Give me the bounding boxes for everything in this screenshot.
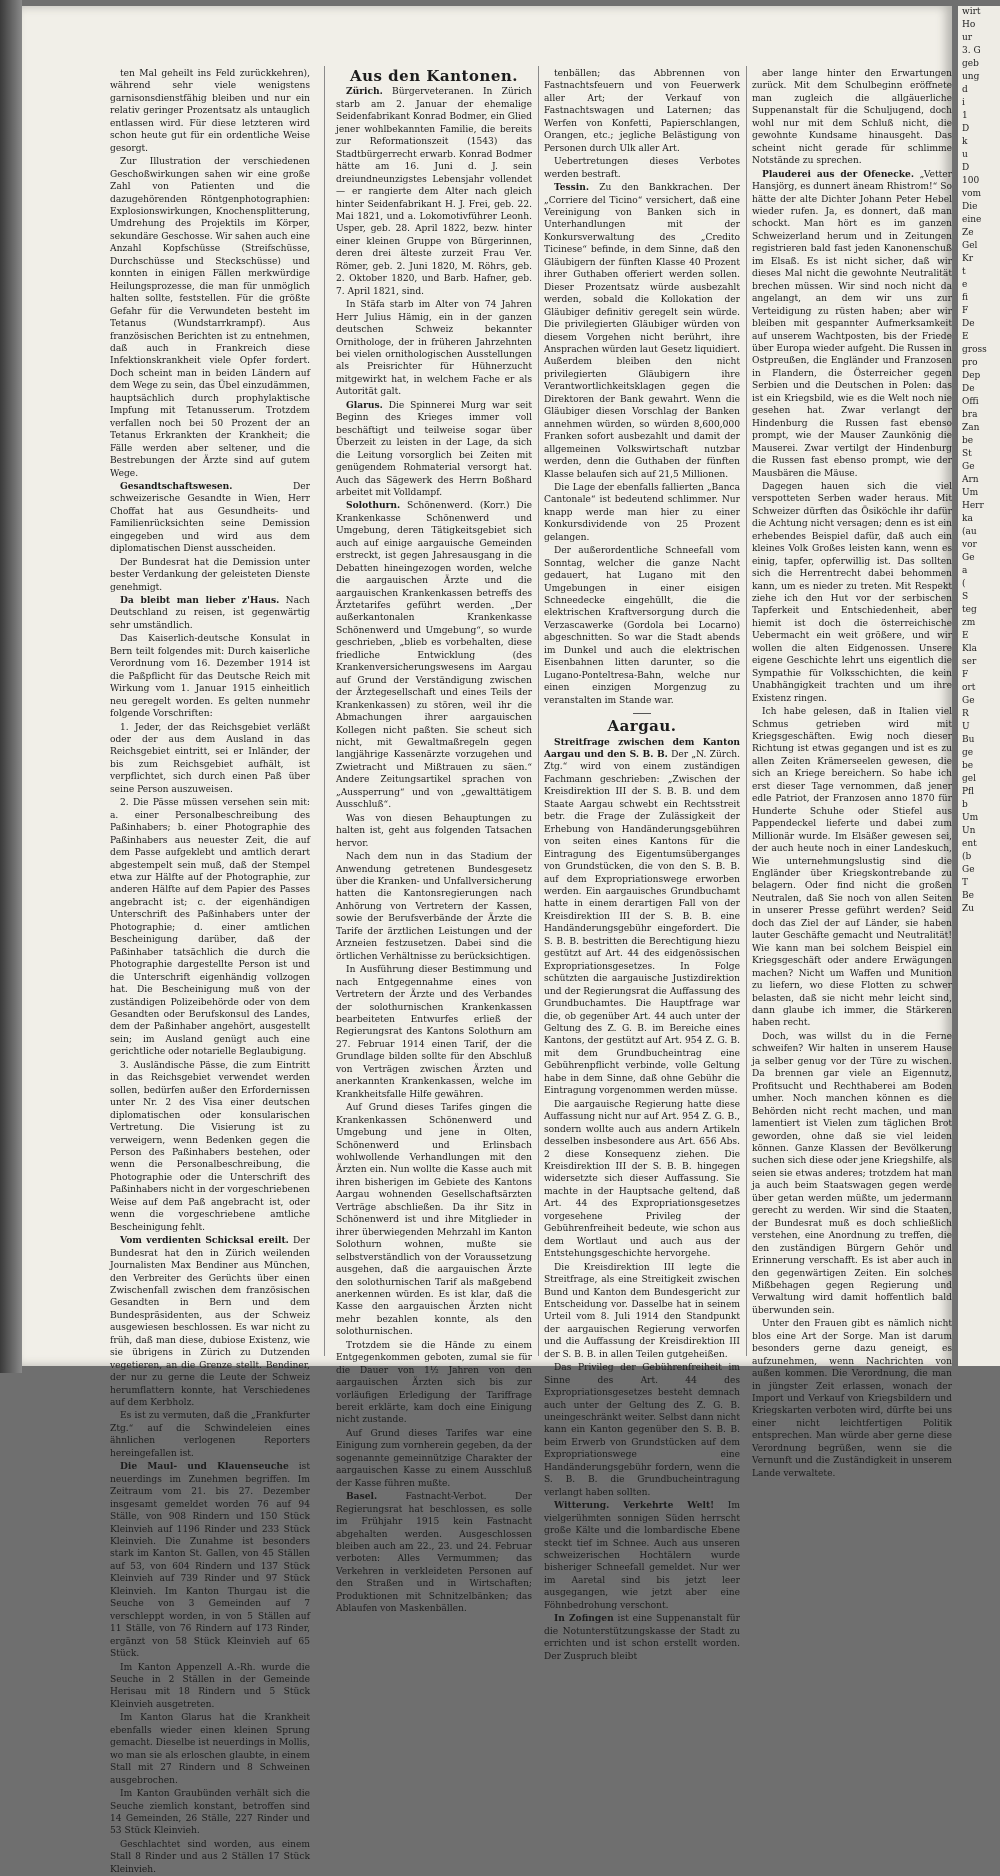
- paragraph: [110, 68, 310, 155]
- paragraph-text: Unter den Frauen gibt es nämlich nicht blos eine Art der Sorge. Man ist darum besonders gerne dazu geneigt, es aufzunehmen, wenn Nachrichten von außen kommen. Die Verordnung, die man in jüngster Zeit erlassen, wonach der Import und Verkauf von Kriegsbildern und Kriegskarten verboten wird, dürfte bei uns einer nicht leichtfertigen Politik entsprechen. Man würde aber gerne diese Verordnung begrüßen, wenn sie die Vernunft und die Zuständigkeit in unserem Lande verwaltete.: [752, 1319, 952, 1479]
- paragraph: [544, 1362, 740, 1499]
- adjacent-text-fragment: Die: [962, 202, 978, 212]
- paragraph: [110, 1788, 310, 1838]
- paragraph: [336, 299, 532, 399]
- paragraph-lead: Plauderei aus der Ofenecke.: [762, 168, 915, 180]
- adjacent-text-fragment: Pfl: [962, 787, 975, 797]
- adjacent-text-fragment: St: [962, 449, 972, 459]
- paragraph: [110, 1235, 310, 1409]
- paragraph-text: Zur Illustration der verschiedenen Geschoßwirkungen sahen wir eine große Zahl von Patienten und die dazugehörenden Röntgenphotographien: Explosionswirkungen, Knochensplitterung, Umdrehung des Projektils im Körper, sekundäre Geschosse. Wir sahen auch eine Anzahl Kopfschüsse (Streifschüsse, Durchschüsse und Steckschüsse) und konnten in einigen Fällen merkwürdige Heilungsprozesse, die man für unmöglich halten sollte, feststellen. Für die größte Gefahr für die Verwundeten besteht im Tetanus (Wundstarrkrampf). Aus französischen Berichten ist zu entnehmen, daß auch in Frankreich diese Infektionskrankheit viele Opfer fordert. Doch scheint man in beiden Ländern auf dem Wege zu sein, das Übel einzudämmen, hauptsächlich durch prophylaktische Impfung mit Tetanusserum. Trotzdem verfallen noch bei 50 Prozent der an Tetanus Erkrankten der Krankheit; die Fälle werden aber seltener, und die Bestrebungen der Ärzte sind auf gutem Wege.: [110, 157, 310, 479]
- adjacent-text-fragment: S: [962, 592, 969, 602]
- paragraph: [110, 1839, 310, 1876]
- paragraph: [752, 1031, 952, 1317]
- paragraph: [110, 633, 310, 720]
- paragraph: [336, 1102, 532, 1339]
- adjacent-text-fragment: u: [962, 150, 968, 160]
- adjacent-text-fragment: (: [962, 579, 966, 589]
- paragraph-text: Die Kreisdirektion III legte die Streitfrage, als eine Streitigkeit zwischen Bund und Kanton dem Bundesgericht zur Entscheidung vor. Dasselbe hat in seinem Urteil vom 8. Juli 1914 den Standpunkt der aargauischen Regierung verworfen und die Auffassung der Kreisdirektion III der S. B. B. in allen Teilen gutgeheißen.: [544, 1262, 740, 1360]
- paragraph-text: „Vetter Hansjörg, es dunnert äneam Rhistrom!“ So hätte der alte Dichter Johann Peter Hebel wieder rufen. Ja, es donnert, daß man schockt. Man hört es im ganzen Schweizerland herum und in Zeitungen registrieren bald fast jeden Kanonenschuß im Elsaß. Es ist nicht sicher, daß wir dieses Mal nicht die gewohnte Neutralität brechen müssen. Wir sind noch nicht da angelangt, an dem wir uns zur Verteidigung zu rüsten haben; aber wir bleiben mit gespannter Aufmerksamkeit auf unserem Wachtposten, bis der Friede über Europa wieder aufgeht. Die Russen in Ostpreußen, die Engländer und Franzosen in Flandern, die Österreicher gegen Serbien und die Deutschen in Polen: das ist ein Kriegsbild, wie es die Welt noch nie gesehen hat. Zwar verlangt der Hindenburg die Russen fast ebenso prompt, wie der Mauser Zaunkönig die Mauserei. Zwar vertilgt der Hindenburg die Russen fast ebenso prompt, wie der Mausbären die Mäuse.: [752, 169, 952, 479]
- paragraph-text: Im Kanton Appenzell A.-Rh. wurde die Seuche in 2 Ställen in der Gemeinde Herisau mit 18 Rindern und 5 Stück Kleinvieh ausgetreten.: [110, 1662, 310, 1710]
- paragraph: [544, 182, 740, 481]
- adjacent-text-fragment: E: [962, 332, 969, 342]
- adjacent-text-fragment: vor: [962, 540, 977, 550]
- adjacent-text-fragment: ser: [962, 657, 977, 667]
- paragraph-text: Was von diesen Behauptungen zu halten ist, geht aus folgenden Tatsachen hervor.: [336, 813, 532, 849]
- adjacent-text-fragment: teg: [962, 605, 977, 615]
- paragraph-text: Im Kanton Glarus hat die Krankheit ebenfalls wieder einen kleinen Sprung gemacht. Dieselbe ist neuerdings in Mollis, wo man sie als erloschen glaubte, in einem Stall mit 27 Rindern und 8 Schweinen ausgebrochen.: [110, 1713, 310, 1786]
- adjacent-text-fragment: Gel: [962, 241, 978, 251]
- adjacent-text-fragment: Ge: [962, 462, 975, 472]
- paragraph-text: 2. Die Pässe müssen versehen sein mit: a. einer Personalbeschreibung des Paßinhabers; b. einer Photographie des Paßinhabers aus neuester Zeit, die auf dem Passe aufgeklebt und amtlich derart abgestempelt sein muß, daß der Stempel etwa zur Hälfte auf der Photographie, zur anderen Hälfte auf dem Papier des Passes angebracht ist; c. der eigenhändigen Unterschrift des Paßinhabers unter der Photographie; d. einer amtlichen Bescheinigung darüber, daß der Paßinhaber tatsächlich die durch die Photographie dargestellte Person ist und die Unterschrift eigenhändig vollzogen hat. Die Bescheinigung muß von der zuständigen Polizeibehörde oder von dem Gesandten oder Berufskonsul des Landes, dem der Paßinhaber angehört, ausgestellt sein; im Ausland genügt auch eine gerichtliche oder notarielle Beglaubigung.: [110, 798, 310, 1058]
- paragraph: [544, 482, 740, 544]
- paragraph: [336, 1491, 532, 1616]
- adjacent-text-fragment: Ze: [962, 228, 974, 238]
- paragraph: [752, 169, 952, 480]
- paragraph: [544, 1262, 740, 1362]
- paragraph: [336, 1340, 532, 1427]
- adjacent-text-fragment: 3. G: [962, 46, 981, 56]
- adjacent-text-fragment: Um: [962, 813, 979, 823]
- adjacent-text-fragment: wirt: [962, 7, 981, 17]
- adjacent-text-fragment: ent: [962, 839, 977, 849]
- paragraph: [752, 1318, 952, 1480]
- paragraph-text: Im Kanton Graubünden verhält sich die Seuche ziemlich konstant, betroffen sind 14 Gemeinden, 26 Ställe, 227 Rinder und 53 Stück Kleinvieh.: [110, 1789, 310, 1837]
- paragraph: [110, 1410, 310, 1460]
- adjacent-text-fragment: Ge: [962, 696, 975, 706]
- paragraph: [110, 557, 310, 594]
- section-heading-aargau: Aargau.: [607, 717, 677, 736]
- adjacent-text-fragment: k: [962, 137, 968, 147]
- adjacent-text-fragment: d: [962, 85, 968, 95]
- paragraph-lead: Vom verdienten Schicksal ereilt.: [120, 1235, 289, 1247]
- paragraph-text: tenbällen; das Abbrennen von Fastnachtsfeuern und von Feuerwerk aller Art; der Verkauf von Fastnachtswagen und Laternen; das Werfen von Konfetti, Papierschlangen, Orangen, etc.; jegliche Belästigung von Personen durch Ulk aller Art.: [544, 69, 740, 154]
- paragraph-text: ist eine Suppenanstalt für die Notunterstützungskasse der Stadt zu errichten und ist schon erstellt worden. Der Zuspruch bleibt: [544, 1614, 740, 1662]
- adjacent-text-fragment: F: [962, 670, 969, 680]
- column-rule: [746, 66, 747, 1356]
- adjacent-text-fragment: a: [962, 566, 968, 576]
- paragraph-text: aber lange hinter den Erwartungen zurück. Mit dem Schulbeginn eröffnete man zugleich die allgäuerliche Suppenanstalt für die Schuljugend, doch wohl nur mit dem Schluß nicht, die gewohnte Kundsame hinausgeht. Das scheint nicht gerade für schlimme Notstände zu sprechen.: [752, 69, 952, 167]
- paragraph: [110, 1060, 310, 1234]
- paragraph: [752, 706, 952, 1030]
- adjacent-text-fragment: ort: [962, 683, 976, 693]
- paragraph-text: Ich habe gelesen, daß in Italien viel Schmus getrieben wird mit Kriegsgeschäften. Ewig noch dieser Richtung ist etwas gegangen und ist es zu allen Zeiten Krämerseelen gewesen, die sich an Kriege bereichern. So habe ich erst dieser Tage vernommen, daß jener edle Patriot, der Franzosen anno 1870 für Hunderte Schuhe oder Stiefel aus Pappendeckel lieferte und dabei zum Millionär wurde. Im Elsäßer gewesen sei, der auch heute noch in einer Landeskuch, Wie unternehmungslustig sind die Engländer über Kriegskontrebande zu belagern. Oder find nicht die großen Neutralen, daß Sie noch von allen Seiten in unserer Presse geführt werden? Seid doch das Ziel der auf Länder, sie haben lauter Geschäfte gemacht und Neutralität! Wie kann man bei solchem Beispiel ein Kriegsgeschäft oder andere Erwägungen machen? Nicht um Waffen und Munition zu liefern, wo diese Flotten zu schwer belasten, daß sie nicht mehr leicht sind, dann glaube ich immer, die Stärkeren haben recht.: [752, 707, 952, 1029]
- paragraph-lead: Tessin.: [554, 182, 589, 194]
- paragraph: [110, 1461, 310, 1660]
- paragraph: [752, 68, 952, 168]
- adjacent-text-fragment: Dep: [962, 371, 981, 381]
- paragraph-text: Es ist zu vermuten, daß die „Frankfurter Ztg.“ auf die Schwindeleien eines ähnlichen verlogenen Reporters hereingefallen ist.: [110, 1411, 310, 1459]
- paragraph-text: Auf Grund dieses Tarifes gingen die Krankenkassen Schönenwerd und Umgebung und jene in Olten, Schönenwerd und Erlinsbach wohlwollende Verhandlungen mit den Ärzten ein. Nun wollte die Kasse auch mit ihren bisherigen im Gebiete des Kantons Aargau wohnenden Gesellschaftsärzten Verträge abschließen. Da ihr Sitz in Schönenwerd ist und ihre Mitglieder in ihrer überwiegenden Mehrzahl im Kanton Solothurn wohnen, mußte sie selbstverständlich von der Voraussetzung ausgehen, daß die aargauischen Ärzte den solothurnischen Tarif als maßgebend anerkennen würden. Es ist klar, daß die Kasse den aargauischen Ärzten nicht mehr bezahlen konnte, als den solothurnischen.: [336, 1103, 532, 1338]
- adjacent-text-fragment: gross: [962, 345, 987, 355]
- paragraph-text: Im vielgerühmten sonnigen Süden herrscht große Kälte und die lombardische Ebene steckt tief im Schnee. Auch aus unseren schweizerischen Hochtälern wurde bisheriger Schneefall gemeldet. Nur wer im Aaretal sind bis jetzt leer ausgegangen, wie jetzt aber eine Föhnbedrohung verschont.: [544, 1501, 740, 1611]
- paragraph-lead: Gesandtschaftswesen.: [120, 480, 233, 492]
- paragraph-text: Der außerordentliche Schneefall vom Sonntag, welcher die ganze Nacht gedauert, hat Lugano mit den Umgebungen in einer eisigen Schneedecke eingehüllt, die die elektrischen Kraftversorgung durch die Verzascawerke (Gordola bei Locarno) abgeschnitten. So war die Stadt abends im Dunkel und auch die elektrischen Eisenbahnen litten darunter, so die Lugano-Ponteltresa-Bahn, welche nur einen einzigen Morgenzug zu veranstalten im Stande war.: [544, 546, 740, 706]
- column-rule: [538, 66, 539, 1356]
- paragraph-lead: Solothurn.: [346, 500, 401, 512]
- paragraph-lead: In Zofingen: [554, 1613, 614, 1625]
- adjacent-text-fragment: (au: [962, 527, 977, 537]
- paragraph: [336, 964, 532, 1101]
- paragraph: [336, 86, 532, 298]
- paragraph-lead: Zürich.: [346, 86, 383, 98]
- scan-binding-edge: [0, 0, 22, 1373]
- adjacent-text-fragment: be: [962, 761, 974, 771]
- paragraph: [110, 595, 310, 632]
- adjacent-text-fragment: Zan: [962, 423, 980, 433]
- paragraph-text: Nach Deutschland zu reisen, ist gegenwärtig sehr umständlich.: [110, 596, 310, 631]
- adjacent-text-fragment: Ge: [962, 553, 975, 563]
- paragraph: [544, 1500, 740, 1612]
- paragraph-lead: Da bleibt man lieber z'Haus.: [120, 595, 280, 607]
- adjacent-text-fragment: gel: [962, 774, 976, 784]
- paragraph-text: ten Mal geheilt ins Feld zurückkehren), während sehr viele wenigstens garnisonsdienstfähig bleiben und nur ein relativ geringer Prozentsatz als untauglich entlassen wird. Für diese letzteren wird schon heute gut für ein ordentliche Weise gesorgt.: [110, 69, 310, 154]
- adjacent-text-fragment: ung: [962, 72, 980, 82]
- paragraph-text: Der „N. Zürch. Ztg.“ wird von einem zuständigen Fachmann geschrieben: „Zwischen der Kreisdirektion III der S. B. B. und dem Staate Aargau schwebt ein Rechtsstreit betr. die Frage der Zulässigkeit der Erhebung von Handänderungsgebühren von seiten eines Kantons für die Eintragung des Eigentumsüberganges von Grundstücken, die von den S. B. B. auf dem Expropriationswege erworben werden. Ein aargauisches Grundbuchamt hatte in einem derartigen Fall von der Kreisdirektion III der S. B. B. eine Handänderungsgebühr eingefordert. Die S. B. B. bestritten die Berechtigung hiezu gestützt auf Art. 44 des eidgenössischen Expropriationsgesetzes. In Folge schützten die aargauische Justizdirektion und der Regierungsrat die Auffassung des Grundbuchamtes. Die Hauptfrage war die, ob gegenüber Art. 44 auch unter der Geltung des Z. G. B. im Bereiche eines Kantons, der gestützt auf Art. 954 Z. G. B. mit dem Grundbucheintrag eine Gebührenpflicht verbinde, volle Geltung habe in dem Sinne, daß ohne Gebühr die Eintragung vorgenommen werden müsse.: [544, 750, 740, 1097]
- adjacent-text-fragment: U: [962, 722, 970, 732]
- paragraph-text: Die Spinnerei Murg war seit Beginn des Krieges immer voll beschäftigt und teilweise sogar über Überzeit zu leisten in der Lage, da sich die Leitung vorsorglich bei Zeiten mit genügendem Rohmaterial versorgt hat. Auch das Sägewerk des Herrn Boßhard arbeitet mit Volldampf.: [336, 400, 532, 498]
- adjacent-text-fragment: eine: [962, 215, 982, 225]
- column-2-body: [336, 86, 532, 1615]
- paragraph: [544, 1099, 740, 1261]
- paragraph-text: Die aargauische Regierung hatte diese Auffassung nicht nur auf Art. 954 Z. G. B., sondern wollte auch aus andern Artikeln desselben insbesondere aus Art. 656 Abs. 2 diese Konsequenz ziehen. Die Kreisdirektion III der S. B. B. hingegen widersetzte sich dieser Auffassung. Sie machte in der Hauptsache geltend, daß Art. 44 des Expropriationsgesetzes vorgesehene Privileg der Gebührenfreiheit bedeute, wie schon aus dem Wortlaut und auch aus der Entstehungsgeschichte hervorgehe.: [544, 1099, 740, 1260]
- adjacent-text-fragment: Um: [962, 488, 979, 498]
- adjacent-text-fragment: Arn: [962, 475, 979, 485]
- adjacent-text-fragment: Offi: [962, 397, 979, 407]
- paragraph: [110, 1712, 310, 1787]
- column-1: [110, 68, 311, 1875]
- adjacent-text-fragment: zm: [962, 618, 976, 628]
- paragraph-text: Nach dem nun in das Stadium der Anwendung getretenen Bundesgesetz über die Kranken- und Unfallversicherung hatten die Kantonsregierungen nach Anhörung von Vertretern der Kassen, sowie der Berufsverbände der Ärzte die Tarife der ärztlichen Leistungen und der Arzneien festzusetzen. Dabei sind die örtlichen Verhältnisse zu berücksichtigen.: [336, 852, 532, 962]
- adjacent-text-fragment: Bu: [962, 735, 975, 745]
- paragraph-text: Der schweizerische Gesandte in Wien, Herr Choffat hat aus Gesundheits- und Familienrücksichten seine Demission eingegeben und wird aus dem diplomatischen Dienst ausscheiden.: [110, 481, 310, 555]
- adjacent-text-fragment: ur: [962, 33, 973, 43]
- adjacent-text-fragment: D: [962, 163, 970, 173]
- paragraph: [110, 156, 310, 480]
- paragraph-text: Auf Grund dieses Tarifes war eine Einigung zum vornherein gegeben, da der sogenannte gemeinnützige Charakter der aargauischen Kasse zu einem Ausschluß der Kasse führen mußte.: [336, 1428, 532, 1489]
- paragraph: [110, 1662, 310, 1712]
- paragraph: [752, 481, 952, 705]
- adjacent-text-fragment: T: [962, 878, 969, 888]
- adjacent-text-fragment: Kr: [962, 254, 974, 264]
- paragraph: [544, 1613, 740, 1663]
- column-4: [752, 68, 952, 1479]
- adjacent-text-fragment: R: [962, 709, 969, 719]
- adjacent-text-fragment: i: [962, 98, 965, 108]
- paragraph-lead: Glarus.: [346, 399, 383, 411]
- paragraph: [544, 68, 740, 155]
- adjacent-text-fragment: F: [962, 306, 969, 316]
- paragraph-text: Bürgerveteranen. In Zürich starb am 2. Januar der ehemalige Seidenfabrikant Konrad Bodmer, ein Glied jener wohlbekannten Familie, die bereits zur Reformationszeit (1543) das Stadtbürgerrecht erwarb. Konrad Bodmer hätte am 16. Juni d. J. sein dreiundneunzigstes Lebensjahr vollendet — er rangierte dem Alter nach gleich hinter Seidenfabrikant H. J. Frei, geb. 22. Mai 1821, und a. Lokomotivführer Leonh. Usper, geb. 28. April 1822, bezw. hinter einer kleinen Gruppe von Bürgerinnen, deren drei älteste zurzeit Frau Ver. Römer, geb. 2. Juni 1820, M. Röhrs, geb. 2. Oktober 1820, und Barb. Hafner, geb. 7. April 1821, sind.: [336, 87, 532, 297]
- paragraph-text: Das Privileg der Gebührenfreiheit im Sinne des Art. 44 des Expropriationsgesetzes besteht demnach auch unter der Geltung des Z. G. B. uneingeschränkt weiter. Selbst dann nicht kann ein Kanton gegenüber den S. B. B. beim Erwerb von Grundstücken auf dem Expropriationswege eine Handänderungsgebühr fordern, wenn die S. B. B. die Grundbucheintragung verlangt haben sollten.: [544, 1363, 740, 1498]
- paragraph-text: Der Bundesrat hat den in Zürich weilenden Journalisten Max Bendiner aus München, den Verbreiter des Gerüchts über einen Zwischenfall zwischen dem französischen Gesandten in Bern und dem Bundespräsidenten, aus der Schweiz ausgewiesen beschlossen. Es war nicht zu früh, daß man diese, dubiose Existenz, wie sie übrigens in Zürich zu Dutzenden vegetieren, an die Grenze stellt. Bendiner, der nur zu gerne die Leute der Schweiz herumflattern konnte, hat Verschiedenes auf dem Kerbholz.: [110, 1236, 310, 1409]
- adjacent-text-fragment: bra: [962, 410, 978, 420]
- paragraph-text: 1. Jeder, der das Reichsgebiet verläßt oder der aus dem Ausland in das Reichsgebiet eintritt, sei er Inländer, der bis zum Reichsgebiet aufhält, ist verpflichtet, sich durch einen Paß über seine Person auszuweisen.: [110, 722, 310, 795]
- paragraph: [336, 1428, 532, 1490]
- paragraph: [544, 737, 740, 1098]
- paragraph-text: 3. Ausländische Pässe, die zum Eintritt in das Reichsgebiet verwendet werden sollen, bedürfen außer den Erfordernissen unter Nr. 2 des Visa einer deutschen diplomatischen oder konsularischen Vertretung. Die Visierung ist zu verweigern, wenn Bedenken gegen die Person des Paßinhabers bestehen, oder wenn die Personalbeschreibung, die Photographie oder die Unterschrift des Paßinhabers nicht in der vorgeschriebenen Weise auf dem Paß angebracht ist, oder wenn die vorgeschriebene amtliche Bescheinigung fehlt.: [110, 1060, 310, 1233]
- paragraph-text: Das Kaiserlich-deutsche Konsulat in Bern teilt folgendes mit: Durch kaiserliche Verordnung vom 16. Dezember 1914 ist die Paßpflicht für das Deutsche Reich mit Wirkung vom 1. Januar 1915 einheitlich neu geregelt worden. Es gelten nunmehr folgende Vorschriften:: [110, 634, 310, 720]
- paragraph-text: In Ausführung dieser Bestimmung und nach Entgegennahme eines von Vertretern der Ärzte und des Verbandes der solothurnischen Krankenkassen bearbeiteten Entwurfes erließ der Regierungsrat des Kantons Solothurn am 27. Februar 1914 einen Tarif, der die Grundlage bilden sollte für den Abschluß von Verträgen zwischen Ärzten und anerkannten Krankenkassen, welche im Krankheitsfalle Hilfe gewähren.: [336, 965, 532, 1100]
- paragraph: [336, 813, 532, 850]
- paragraph: [336, 851, 532, 963]
- paragraph-text: In Stäfa starb im Alter von 74 Jahren Herr Julius Hämig, ein in der ganzen deutschen Schweiz bekannter Ornithologe, der in früheren Jahrzehnten bei vielen ornithologischen Ausstellungen als Preisrichter für Hühnerzucht mitgewirkt hat, in welchem Fache er als Autorität galt.: [336, 300, 532, 398]
- paragraph-lead: Die Maul- und Klauenseuche: [120, 1461, 289, 1473]
- adjacent-text-fragment: D: [962, 124, 970, 134]
- paragraph: [110, 481, 310, 556]
- column-3-top: [544, 68, 740, 707]
- paragraph-text: Schönenwerd. (Korr.) Die Krankenkasse Schönenwerd und Umgebung, deren Tätigkeitsgebiet sich auch auf einige aargauische Gemeinden erstreckt, ist gegen Jahresausgang in die Debatten hineingezogen worden, welche die aargauischen Ärzte und die aargauischen Krankenkassen betreffs des Ärztetarifes geführt werden. „Der außerkantonalen Krankenkasse Schönenwerd und Umgebung“, so wurde geschrieben, „blieb es vorbehalten, diese friedliche Entwicklung (des Krankenversicherungswesens im Aargau auf Grund der Verständigung zwischen der Ärztegesellschaft und eines Teils der Krankenkassen) zu stören, weil ihr die Abmachungen ihrer aargauischen Kollegen nicht paßten. Sie scheut sich nicht, mit Gewaltmaßregeln gegen langjährige Kassenärzte vorzugehen und Zwietracht und Mißtrauen zu säen.“ Andere Zeitungsartikel sprachen von „Aussperrung“ und von „gewalttätigem Ausschluß“.: [336, 501, 532, 811]
- paragraph-text: Trotzdem sie die Hände zu einem Entgegenkommen geboten, zumal sie für die Dauer von 1½ Jahren von den aargauischen Ärzten sich bis zur vorläufigen Erledigung der Tariffrage bereit erklärte, kam doch eine Einigung nicht zustande.: [336, 1340, 532, 1426]
- section-heading-cantons: Aus den Kantonen.: [349, 67, 519, 85]
- adjacent-text-fragment: e: [962, 280, 968, 290]
- paragraph-text: ist neuerdings im Zunehmen begriffen. Im Zeitraum vom 21. bis 27. Dezember insgesamt gemeldet worden 76 auf 94 Ställe, von 908 Rindern und 150 Stück Kleinvieh auf 1196 Rinder und 233 Stück Kleinvieh. Die Zunahme ist besonders stark im Kanton St. Gallen, von 45 Ställen auf 53, von 604 Rindern und 137 Stück Kleinvieh auf 739 Rinder und 97 Stück Kleinvieh. Im Kanton Thurgau ist die Seuche von 3 Gemeinden auf 7 verschleppt worden, in von 5 Ställen auf 11 Ställe, von 76 Rindern auf 173 Rinder, ergänzt von 58 Stück Kleinvieh auf 65 Stück.: [110, 1462, 311, 1660]
- adjacent-text-fragment: Ho: [962, 20, 976, 30]
- adjacent-text-fragment: Herr: [962, 501, 984, 511]
- paragraph-text: Fastnacht-Verbot. Der Regierungsrat hat beschlossen, es solle im Frühjahr 1915 kein Fastnacht abgehalten werden. Ausgeschlossen bleiben auch am 22., 23. und 24. Februar verboten: Alles Vermummen; das Verkehren in verkleideten Personen auf den Straßen und in Wirtschaften; Produktionen mit Schnitzelbänken; das Ablaufen von Maskenbällen.: [336, 1492, 532, 1615]
- adjacent-text-fragment: pro: [962, 358, 978, 368]
- adjacent-text-fragment: Zu: [962, 904, 975, 914]
- adjacent-text-fragment: vom: [962, 189, 982, 199]
- paragraph: [110, 797, 310, 1059]
- adjacent-page-fragment: [958, 6, 1000, 1366]
- adjacent-text-fragment: be: [962, 436, 974, 446]
- adjacent-text-fragment: 100: [962, 176, 980, 186]
- article-end-rule: [633, 713, 651, 714]
- adjacent-text-fragment: Be: [962, 891, 974, 901]
- paragraph: [544, 156, 740, 181]
- adjacent-text-fragment: (b: [962, 852, 972, 862]
- adjacent-text-fragment: t: [962, 267, 966, 277]
- adjacent-text-fragment: 1: [962, 111, 968, 121]
- adjacent-text-fragment: b: [962, 800, 968, 810]
- column-rule: [324, 66, 325, 1356]
- newspaper-page: [22, 6, 952, 1875]
- paragraph-text: Der Bundesrat hat die Demission unter bester Verdankung der geleisteten Dienste genehmigt.: [110, 557, 310, 593]
- adjacent-text-fragment: ka: [962, 514, 973, 524]
- paragraph-text: Die Lage der ebenfalls fallierten „Banca Cantonale“ ist bedeutend schlimmer. Nur knapp werde man hier zu einer Konkursdividende von 25 Prozent gelangen.: [544, 482, 740, 543]
- paragraph: [336, 400, 532, 500]
- paragraph-text: Uebertretungen dieses Verbotes werden bestraft.: [544, 157, 740, 180]
- paragraph: [110, 722, 310, 797]
- paragraph-text: Dagegen hauen sich die viel verspotteten Serben wader heraus. Mit Schweizer dürften das Ösiköchle ihr dafür die Achtung nicht versagen; denn es ist ein erhebendes Beispiel dafür, daß auch ein kleines Volk Großes leisten kann, wenn es einig, tapfer, opferwillig ist. Das sollten sich die Herrentrecht dabei behommen kann, um es nieder zu treten. Mit Respekt ziehe ich den Hut vor der serbischen Tapferkeit und Entschiedenheit, aber hiemit ist doch die österreichische Uebermacht ein weit größere, und wir wollen die alten Eidgenossen. Unsere eigene Geschichte lehrt uns eigentlich die Sympathie für Volksschichten, die kein Unabhängigkeit trachten und um ihre Existenz ringen.: [752, 481, 952, 704]
- paragraph-lead: Witterung. Verkehrte Welt!: [554, 1500, 715, 1512]
- adjacent-text-fragment: Un: [962, 826, 976, 836]
- adjacent-text-fragment: geb: [962, 59, 979, 69]
- adjacent-text-fragment: E: [962, 631, 969, 641]
- paragraph-text: Zu den Bankkrachen. Der „Corriere del Ticino“ versichert, daß eine Vereinigung von Banken sich in Unterhandlungen mit der Konkursverwaltung des „Credito Ticinese“ befinde, in dem Sinne, daß den Gläubigern der fünften Klasse 40 Prozent ihrer Guthaben offeriert werden sollen. Dieser Prozentsatz würde ausbezahlt werden, sobald die Kollokation der Gläubiger definitiv geregelt sein würde. Die privilegierten Gläubiger würden von diesem Vorgehen nicht berührt, ihre Ansprachen würden laut Gesetz liquidiert. Außerdem bleiben den nicht privilegierten Gläubigern ihre Verantwortlichkeitsklagen gegen die Direktoren der Bank gewahrt. Wenn die Gläubiger diesen Vorschlag der Banken annehmen würden, so würden 8,600,000 Franken sofort ausbezahlt und damit der allgemeinen Volkswirtschaft nutzbar werden, denn die Guthaben der fünften Klasse belaufen sich auf 21,5 Millionen.: [544, 183, 740, 480]
- adjacent-text-fragment: Ge: [962, 865, 975, 875]
- paragraph: [544, 545, 740, 707]
- adjacent-text-fragment: Kla: [962, 644, 977, 654]
- adjacent-text-fragment: ge: [962, 748, 974, 758]
- column-3: [544, 68, 740, 1662]
- paragraph-text: Geschlachtet sind worden, aus einem Stall 8 Rinder und aus 2 Ställen 17 Stück Kleinvieh.: [110, 1839, 310, 1875]
- column-2: [336, 67, 532, 1615]
- paragraph: [336, 500, 532, 811]
- paragraph-lead: Basel.: [346, 1491, 378, 1503]
- column-3-body: [544, 737, 740, 1664]
- paragraph-lead: Streitfrage zwischen dem Kanton Aargau und den S. B. B.: [544, 736, 740, 761]
- paragraph-text: Doch, was willst du in die Ferne schweifen? Wir halten in unserem Hause ja selber genug vor der Türe zu wischen. Da brennen gar viele an Eigennutz, Profitsucht und Rechthaberei am Boden umher. Noch manchen können es die Behörden nicht recht machen, und man lamentiert ist Vielen zum täglichen Brot geworden, ohne daß sie viel leiden können. Ganze Klassen der Bevölkerung suchen sich diese oder jene Kriegshilfe, als seien sie etwas anderes; trotzdem hat man ja auch beim Staatswagen gegen werde über getan werden müßte, um jedermann gerecht zu werden. Wir sind die Staaten, der Bundesrat muß es doch schließlich verstehen, eine Anordnung zu treffen, die den zuständigen Bürgern Gehör und Erinnerung verschafft. Es ist aber auch in den gegenwärtigen Zeiten. Ein solches Mißbehagen gegen Regierung und Verwaltung wird damit hoffentlich bald überwunden sein.: [752, 1031, 952, 1316]
- adjacent-text-fragment: De: [962, 319, 975, 329]
- adjacent-text-fragment: fi: [962, 293, 969, 303]
- adjacent-text-fragment: De: [962, 384, 975, 394]
